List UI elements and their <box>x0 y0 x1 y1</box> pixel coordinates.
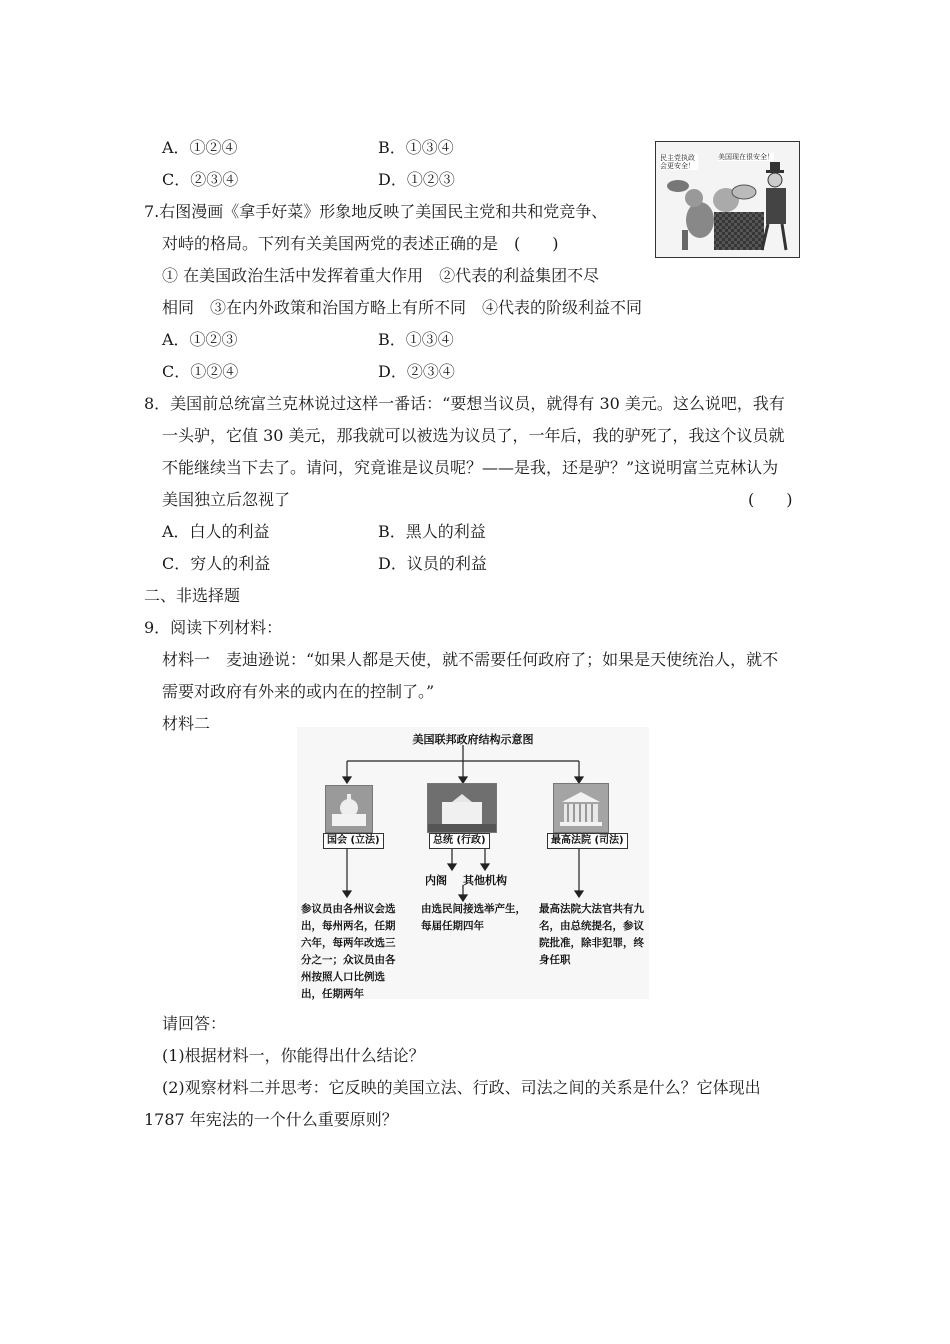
q8-answer-bracket: ( ) <box>748 490 793 509</box>
q9-sub-question-2-line-1: (2)观察材料二并思考：它反映的美国立法、行政、司法之间的关系是什么？它体现出 <box>162 1078 761 1097</box>
q8-line-3: 不能继续当下去了。请问，究竟谁是议员呢？——是我，还是驴？”这说明富兰克林认为 <box>162 458 779 477</box>
q6-option-b: B．①③④ <box>378 138 454 157</box>
q9-material-1-line-1: 材料一 麦迪逊说：“如果人都是天使，就不需要任何政府了；如果是天使统治人，就不 <box>162 650 779 669</box>
q9-material-1-line-2: 需要对政府有外来的或内在的控制了。” <box>162 682 435 701</box>
capitol-icon <box>326 786 372 832</box>
president-note: 由选民间接选举产生，每届任期四年 <box>421 903 526 932</box>
q7-line-4: 相同 ③在内外政策和治国方略上有所不同 ④代表的阶级利益不同 <box>162 298 643 317</box>
cartoon-bubble-right: 美国现在很安全！ <box>718 153 774 161</box>
q8-option-b: B．黑人的利益 <box>378 522 486 541</box>
supreme-court-image <box>553 783 609 833</box>
q7-option-c: C．①②④ <box>162 362 239 381</box>
q8-option-c: C．穷人的利益 <box>162 554 271 573</box>
q9-sub-question-1: (1)根据材料一，你能得出什么结论？ <box>162 1046 425 1065</box>
q6-option-a: A．①②④ <box>162 138 238 157</box>
q7-line-1: 7.右图漫画《拿手好菜》形象地反映了美国民主党和共和党竞争、 <box>144 202 608 221</box>
q9-sub-question-2-line-2: 1787 年宪法的一个什么重要原则？ <box>144 1110 398 1129</box>
congress-label: 国会 (立法) <box>323 833 384 849</box>
q8-line-4: 美国独立后忽视了 <box>162 490 291 509</box>
supreme-court-icon <box>554 784 608 832</box>
q9-ask: 请回答： <box>162 1014 227 1033</box>
q7-option-d: D．②③④ <box>378 362 455 381</box>
q8-option-a: A．白人的利益 <box>162 522 270 541</box>
q9-material-2-label: 材料二 <box>162 714 211 733</box>
capitol-image <box>325 785 373 833</box>
president-label: 总统 (行政) <box>429 833 490 849</box>
q7-option-a: A．①②③ <box>162 330 238 349</box>
q9-line-1: 9．阅读下列材料： <box>144 618 283 637</box>
court-note: 最高法院大法官共有九名，由总统提名，参议院批准，除非犯罪，终身任职 <box>539 903 644 966</box>
supreme-court-label: 最高法院 (司法) <box>547 833 628 849</box>
diagram-title: 美国联邦政府结构示意图 <box>412 733 534 746</box>
government-structure-diagram <box>297 727 649 999</box>
q7-line-2: 对峙的格局。下列有关美国两党的表述正确的是 ( ) <box>162 234 559 253</box>
white-house-image <box>427 783 497 833</box>
congress-note: 参议员由各州议会选出，每州两名，任期六年，每两年改选三分之一；众议员由各州按照人口比例选出，任期两年 <box>301 903 396 1000</box>
white-house-icon <box>428 784 496 832</box>
q8-line-2: 一头驴，它值 30 美元，那我就可以被选为议员了，一年后，我的驴死了，我这个议员就 <box>162 426 785 445</box>
cartoon-bubble-left: 民主党执政 会更安全！ <box>660 154 698 170</box>
party-cartoon-image <box>655 141 800 258</box>
q8-option-d: D．议员的利益 <box>378 554 487 573</box>
q7-option-b: B．①③④ <box>378 330 454 349</box>
q6-option-d: D．①②③ <box>378 170 455 189</box>
q6-option-c: C．②③④ <box>162 170 239 189</box>
section-2-title: 二、非选择题 <box>144 586 241 605</box>
other-agencies-label: 其他机构 <box>463 874 507 887</box>
q7-line-3: ① 在美国政治生活中发挥着重大作用 ②代表的利益集团不尽 <box>162 266 600 285</box>
cabinet-label: 内阁 <box>425 874 447 887</box>
q8-line-1: 8．美国前总统富兰克林说过这样一番话：“要想当议员，就得有 30 美元。这么说吧，我有 <box>144 394 785 413</box>
